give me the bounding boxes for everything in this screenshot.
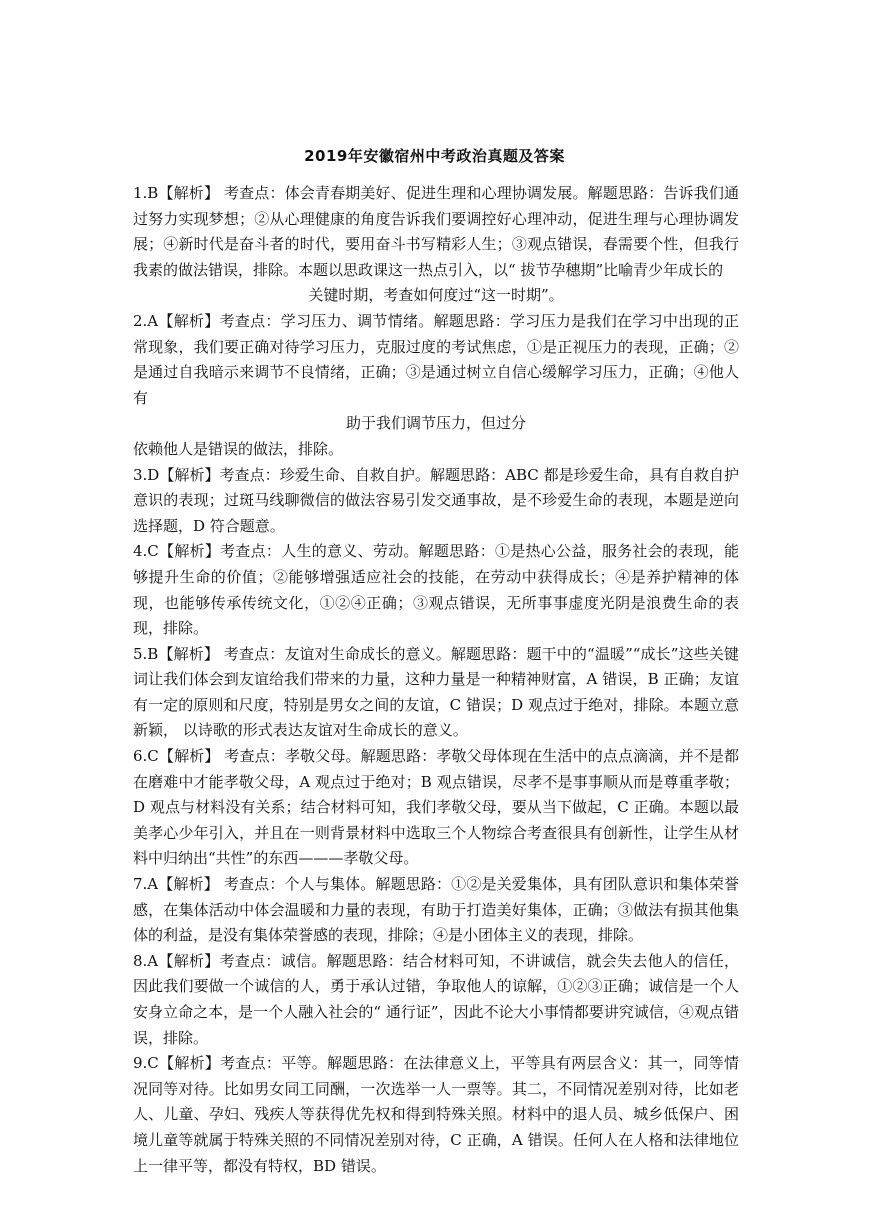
answer-list <box>133 181 739 1179</box>
answer-8: 8.A【解析】考查点：诚信。解题思路：结合材料可知，不讲诚信，就会失去他人的信任，因此我们要做一个诚信的人，勇于承认过错，争取他人的谅解，①②③正确；诚信是一个人安身立命之本，是一个人融入社会的“ 通行证”，因此不论大小事情都要讲究诚信，④观点错误，排除。 <box>133 951 739 1047</box>
document-title: 2019年安徽宿州中考政治真题及答案 <box>304 147 565 165</box>
answer-9: 9.C【解析】考查点：平等。解题思路：在法律意义上，平等具有两层含义：其一，同等情况同等对待。比如男女同工同酬，一次选举一人一票等。其二，不同情况差别对待，比如老人、儿童、孕妇、残疾人等获得优先权和得到特殊关照。材料中的退人员、城乡低保户、困境儿童等就属于特殊关照的不同情况差别对待，C 正确，A 错误。任何人在人格和法律地位上一律平等，都没有特权，BD 错误。 <box>133 1054 739 1175</box>
answer-1 <box>133 181 739 309</box>
answer-5: 5.B【解析】 考查点：友谊对生命成长的意义。解题思路：题干中的“温暖”“成长”这些关键词让我们体会到友谊给我们带来的力量，这种力量是一种精神财富，A 错误，B 正确；友谊有一定的原则和尺度，特别是男女之间的友谊，C 错误；D 观点过于绝对，排除。本题立意新颖， 以诗歌的形式表达友谊对生命成长的意义。 <box>133 644 739 740</box>
answer-2-continuation: 依赖他人是错误的做法，排除。 <box>133 439 344 458</box>
answer-4: 4.C【解析】考查点：人生的意义、劳动。解题思路：①是热心公益，服务社会的表现，能够提升生命的价值；②能够增强适应社会的技能，在劳动中获得成长；④是养护精神的体现，也能够传承传统文化，①②④正确；③观点错误，无所事事虚度光阴是浪费生命的表现，排除。 <box>133 542 739 638</box>
answer-6: 6.C【解析】 考查点：孝敬父母。解题思路：孝敬父母体现在生活中的点点滴滴，并不是都在磨难中才能孝敬父母，A 观点过于绝对；B 观点错误，尽孝不是事事顺从而是尊重孝敬；D 观点与材料没有关系；结合材料可知，我们孝敬父母，要从当下做起，C 正确。本题以最美孝心少年引入，并且在一则背景材料中选取三个人物综合考查很具有创新性，让学生从材料中归纳出“共性”的东西———孝敬父母。 <box>133 747 739 868</box>
answer-7: 7.A【解析】 考查点：个人与集体。解题思路：①②是关爱集体，具有团队意识和集体荣誉感，在集体活动中体会温暖和力量的表现，有助于打造美好集体，正确；③做法有损其他集体的利益，是没有集体荣誉感的表现，排除；④是小团体主义的表现，排除。 <box>133 875 739 945</box>
answer-1-tail: 关键时期，考查如何度过“这一时期”。 <box>308 286 564 305</box>
answer-2 <box>133 309 739 463</box>
answer-1-text: 1.B【解析】 考查点：体会青春期美好、促进生理和心理协调发展。解题思路：告诉我们通过努力实现梦想；②从心理健康的角度告诉我们要调控好心理冲动，促进生理与心理协调发展；④新时代是奋斗者的时代，要用奋斗书写精彩人生；③观点错误，春需要个性，但我行我素的做法错误，排除。本题以思政课这一热点引入，以“ 拔节孕穗期”比喻青少年成长的 <box>133 184 739 279</box>
answer-3: 3.D【解析】考查点：珍爱生命、自救自护。解题思路：ABC 都是珍爱生命，具有自救自护意识的表现；过斑马线聊微信的做法容易引发交通事故，是不珍爱生命的表现，本题是逆向选择题，D 符合题意。 <box>133 465 739 535</box>
answer-2-tail: 助于我们调节压力，但过分 <box>345 414 526 433</box>
answer-2-text: 2.A【解析】考查点：学习压力、调节情绪。解题思路：学习压力是我们在学习中出现的正常现象，我们要正确对待学习压力，克服过度的考试焦虑，①是正视压力的表现，正确；②是通过自我暗示来调节不良情绪，正确；③是通过树立自信心缓解学习压力，正确；④他人有 <box>133 311 739 407</box>
